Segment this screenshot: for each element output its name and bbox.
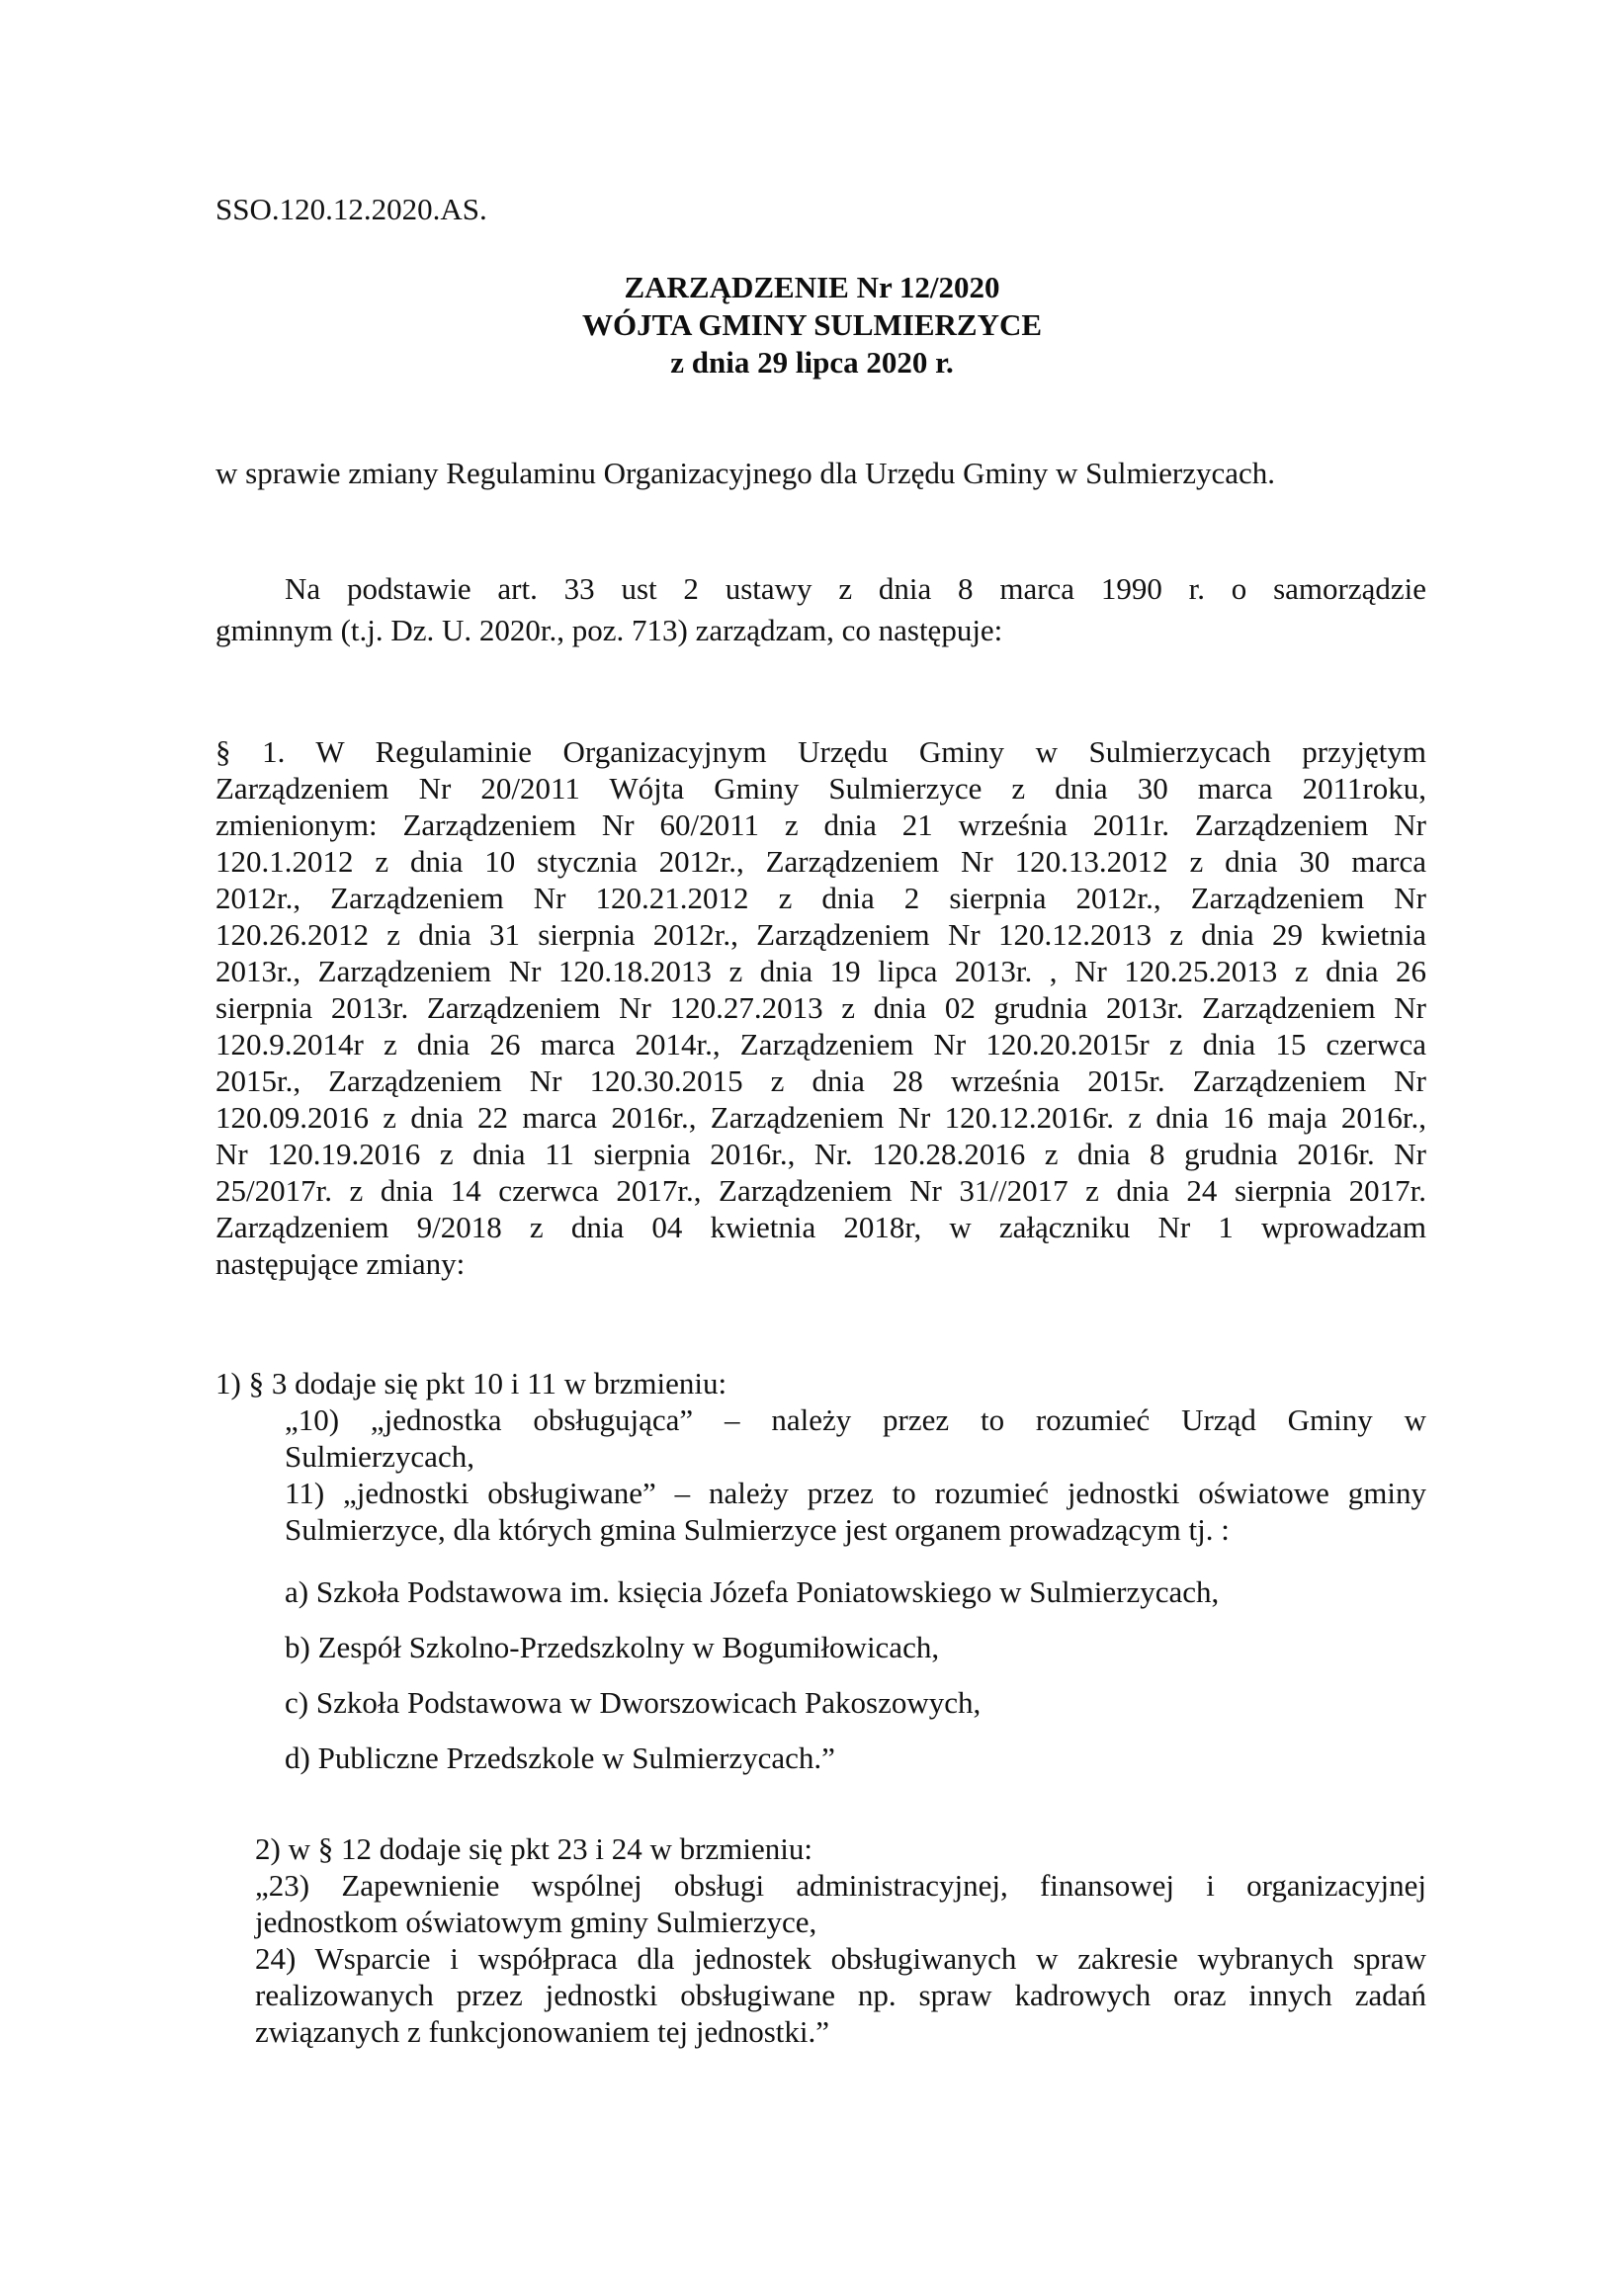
section-1-line: 120.9.2014r z dnia 26 marca 2014r., Zarządzeniem Nr 120.20.2015r z dnia 15 czerwca xyxy=(215,1027,1426,1061)
legal-basis-line-1: Na podstawie art. 33 ust 2 ustawy z dnia 8 marca 1990 r. o samorządzie xyxy=(285,571,1426,606)
list-item: a) Szkoła Podstawowa im. księcia Józefa Poniatowskiego w Sulmierzycach, xyxy=(285,1574,1220,1609)
section-1-line: sierpnia 2013r. Zarządzeniem Nr 120.27.2013 z dnia 02 grudnia 2013r. Zarządzeniem Nr xyxy=(215,990,1426,1025)
change-2-item-24-line-2: realizowanych przez jednostki obsługiwane np. spraw kadrowych oraz innych zadań xyxy=(255,1978,1426,2012)
title-line-date: z dnia 29 lipca 2020 r. xyxy=(670,345,954,380)
section-1-line: 2013r., Zarządzeniem Nr 120.18.2013 z dnia 19 lipca 2013r. , Nr 120.25.2013 z dnia 26 xyxy=(215,954,1426,988)
section-1-line: 120.09.2016 z dnia 22 marca 2016r., Zarządzeniem Nr 120.12.2016r. z dnia 16 maja 2016r., xyxy=(215,1100,1426,1135)
section-1-line: 2015r., Zarządzeniem Nr 120.30.2015 z dnia 28 września 2015r. Zarządzeniem Nr xyxy=(215,1063,1426,1098)
title-line-issuer: WÓJTA GMINY SULMIERZYCE xyxy=(581,307,1043,342)
title-line-ordinance-number: ZARZĄDZENIE Nr 12/2020 xyxy=(624,270,1000,304)
legal-basis-line-2: gminnym (t.j. Dz. U. 2020r., poz. 713) zarządzam, co następuje: xyxy=(215,613,1003,647)
section-1-line: § 1. W Regulaminie Organizacyjnym Urzędu Gminy w Sulmierzycach przyjętym xyxy=(215,734,1426,769)
section-1-line: 2012r., Zarządzeniem Nr 120.21.2012 z dnia 2 sierpnia 2012r., Zarządzeniem Nr xyxy=(215,881,1426,915)
change-2-item-23-line-1: „23) Zapewnienie wspólnej obsługi administracyjnej, finansowej i organizacyjnej xyxy=(255,1868,1426,1903)
document-subject: w sprawie zmiany Regulaminu Organizacyjnego dla Urzędu Gminy w Sulmierzycach. xyxy=(215,456,1276,490)
change-1-heading: 1) § 3 dodaje się pkt 10 i 11 w brzmieniu: xyxy=(215,1366,727,1401)
change-2-heading: 2) w § 12 dodaje się pkt 23 i 24 w brzmieniu: xyxy=(255,1831,812,1866)
document-title xyxy=(0,270,1624,305)
change-1-item-10-line-1: „10) „jednostka obsługująca” – należy przez to rozumieć Urząd Gminy w xyxy=(285,1402,1426,1437)
document-date xyxy=(0,345,1624,381)
change-2-item-24-line-3: związanych z funkcjonowaniem tej jednostki.” xyxy=(255,2014,830,2049)
section-1-line: Nr 120.19.2016 z dnia 11 sierpnia 2016r., Nr. 120.28.2016 z dnia 8 grudnia 2016r. Nr xyxy=(215,1137,1426,1171)
document-issuer xyxy=(0,307,1624,343)
section-1-line: 120.1.2012 z dnia 10 stycznia 2012r., Zarządzeniem Nr 120.13.2012 z dnia 30 marca xyxy=(215,844,1426,879)
list-item: c) Szkoła Podstawowa w Dworszowicach Pakoszowych, xyxy=(285,1685,982,1720)
list-item: b) Zespół Szkolno-Przedszkolny w Bogumiłowicach, xyxy=(285,1630,940,1664)
section-1-line: 25/2017r. z dnia 14 czerwca 2017r., Zarządzeniem Nr 31//2017 z dnia 24 sierpnia 2017r. xyxy=(215,1173,1426,1208)
change-1-item-10-line-2: Sulmierzycach, xyxy=(285,1439,474,1474)
change-2-item-24-line-1: 24) Wsparcie i współpraca dla jednostek obsługiwanych w zakresie wybranych spraw xyxy=(255,1941,1426,1976)
change-1-item-11-line-1: 11) „jednostki obsługiwane” – należy przez to rozumieć jednostki oświatowe gminy xyxy=(285,1476,1426,1510)
section-1-line: zmienionym: Zarządzeniem Nr 60/2011 z dnia 21 września 2011r. Zarządzeniem Nr xyxy=(215,807,1426,842)
section-1-line: Zarządzeniem Nr 20/2011 Wójta Gminy Sulmierzyce z dnia 30 marca 2011roku, xyxy=(215,771,1426,806)
section-1-line: 120.26.2012 z dnia 31 sierpnia 2012r., Zarządzeniem Nr 120.12.2013 z dnia 29 kwietnia xyxy=(215,917,1426,952)
section-1-line: następujące zmiany: xyxy=(215,1246,466,1281)
change-2-item-23-line-2: jednostkom oświatowym gminy Sulmierzyce, xyxy=(255,1905,817,1939)
list-item: d) Publiczne Przedszkole w Sulmierzycach.” xyxy=(285,1740,835,1775)
section-1-line: Zarządzeniem 9/2018 z dnia 04 kwietnia 2018r, w załączniku Nr 1 wprowadzam xyxy=(215,1210,1426,1244)
document-reference-number: SSO.120.12.2020.AS. xyxy=(215,192,487,226)
change-1-item-11-line-2: Sulmierzyce, dla których gmina Sulmierzyce jest organem prowadzącym tj. : xyxy=(285,1512,1230,1547)
